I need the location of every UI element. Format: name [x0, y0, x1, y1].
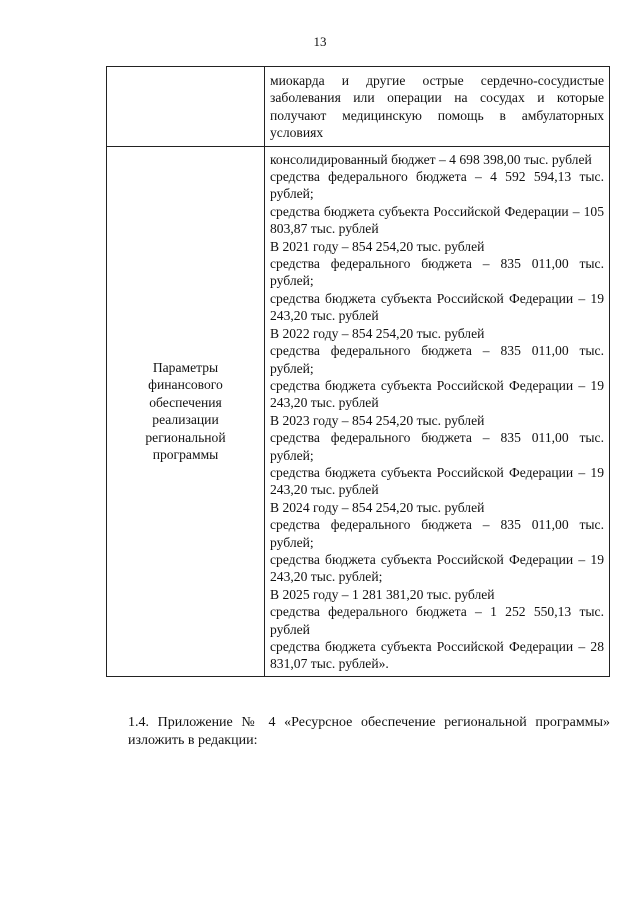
table-cell-text — [265, 67, 610, 147]
budget-line: средства федерального бюджета – 835 011,00 тыс. рублей; — [270, 430, 604, 463]
paragraph-text: 1.4. Приложение № 4 «Ресурсное обеспечение региональной программы» изложить в редакции: — [128, 715, 610, 748]
budget-line: В 2025 году – 1 281 381,20 тыс. рублей — [270, 586, 495, 602]
budget-line: В 2021 году – 854 254,20 тыс. рублей — [270, 238, 485, 254]
parameters-table — [106, 66, 610, 677]
budget-line: средства бюджета субъекта Российской Федерации – 19 243,20 тыс. рублей — [270, 464, 604, 498]
budget-line: консолидированный бюджет – 4 698 398,00 тыс. рублей — [270, 151, 592, 167]
table-cell-text — [265, 146, 610, 676]
budget-line: средства бюджета субъекта Российской Федерации – 19 243,20 тыс. рублей; — [270, 551, 604, 585]
budget-line: средства бюджета субъекта Российской Федерации – 28 831,07 тыс. рублей». — [270, 639, 604, 672]
budget-line: средства бюджета субъекта Российской Федерации – 19 243,20 тыс. рублей — [270, 377, 604, 411]
page-number: 13 — [313, 34, 327, 49]
budget-line: В 2024 году – 854 254,20 тыс. рублей — [270, 499, 485, 515]
row-text: миокарда и другие острые сердечно-сосудистые заболевания или операции на сосудах и которые получают медицинскую помощь в амбулаторных условиях — [270, 73, 604, 141]
budget-line: средства федерального бюджета – 835 011,00 тыс. рублей; — [270, 517, 604, 550]
budget-line: средства бюджета субъекта Российской Федерации – 105 803,87 тыс. рублей — [270, 203, 604, 237]
table-cell-empty — [107, 67, 265, 147]
budget-line: средства федерального бюджета – 4 592 594,13 тыс. рублей; — [270, 169, 604, 202]
budget-line: средства федерального бюджета – 1 252 550,13 тыс. рублей — [270, 604, 604, 637]
budget-line: средства федерального бюджета – 835 011,00 тыс. рублей; — [270, 343, 604, 376]
table-cell-label — [107, 146, 265, 676]
budget-line: В 2023 году – 854 254,20 тыс. рублей — [270, 412, 485, 428]
budget-line: В 2022 году – 854 254,20 тыс. рублей — [270, 325, 485, 341]
table-row — [107, 146, 610, 676]
parameter-label: Параметры финансового обеспечения реализации региональной программы — [145, 360, 226, 463]
amendment-paragraph — [128, 714, 610, 750]
budget-line: средства бюджета субъекта Российской Федерации – 19 243,20 тыс. рублей — [270, 290, 604, 324]
table-row — [107, 67, 610, 147]
budget-line: средства федерального бюджета – 835 011,00 тыс. рублей; — [270, 256, 604, 289]
